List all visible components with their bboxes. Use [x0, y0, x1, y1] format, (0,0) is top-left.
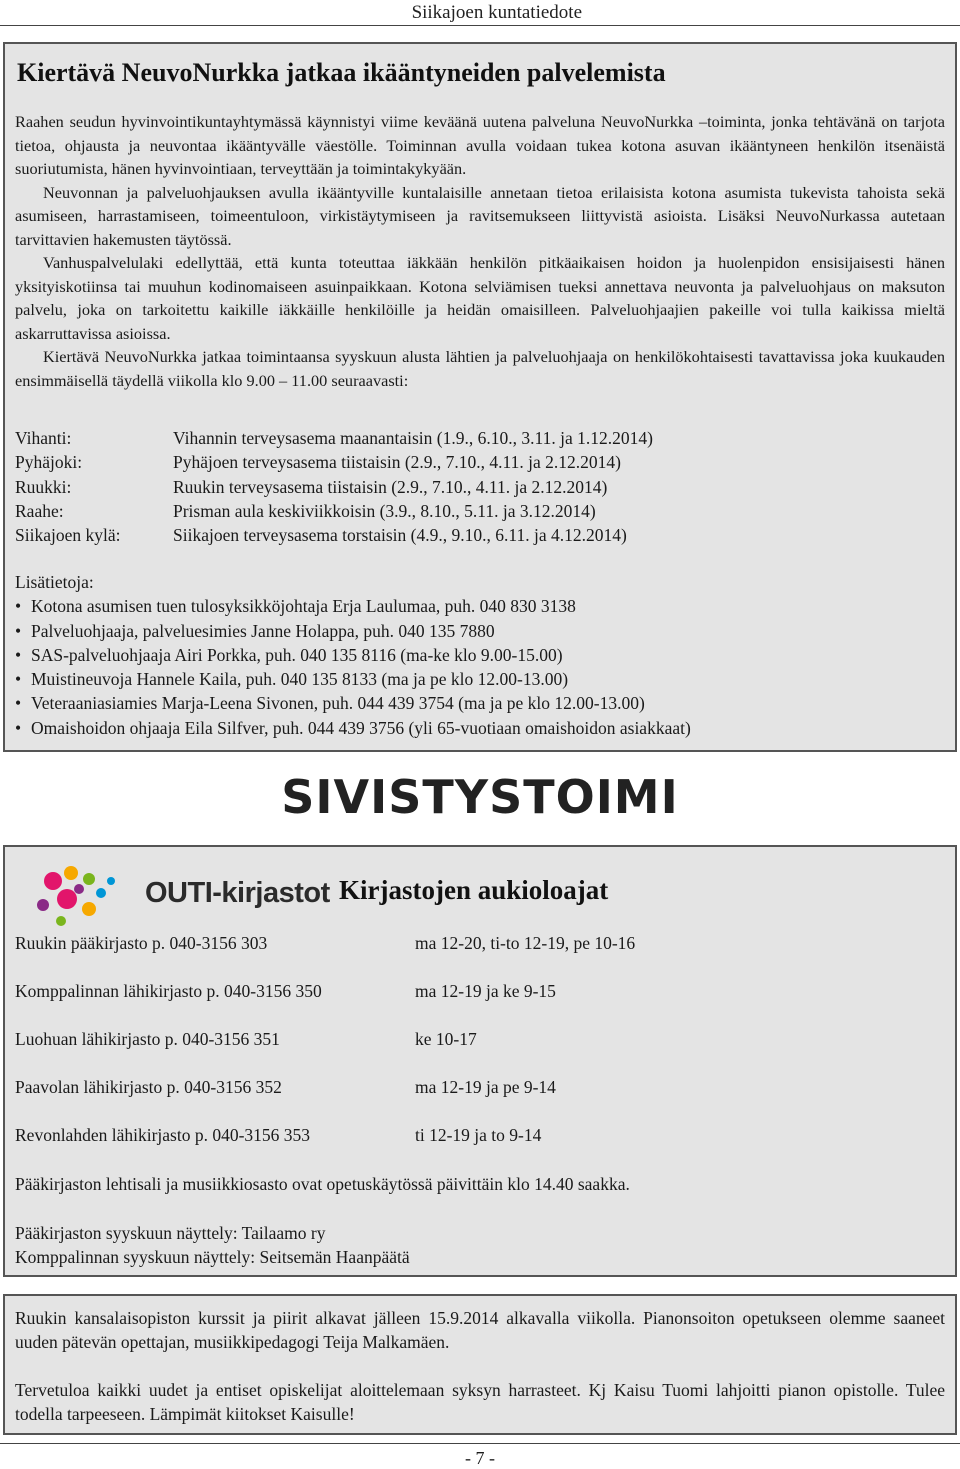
- location-place: Vihanti:: [15, 428, 72, 448]
- branch-name: Luohuan lähikirjasto p. 040-3156 351: [15, 1029, 280, 1049]
- location-row: [15, 450, 653, 474]
- bullet-icon: •: [15, 620, 22, 641]
- bullet-icon: •: [15, 644, 22, 665]
- exhibit-komppalinna: Komppalinnan syyskuun näyttely: Seitsemän Haanpäätä: [15, 1247, 410, 1267]
- location-row: [15, 523, 653, 547]
- publication-title: Siikajoen kuntatiedote: [411, 2, 582, 23]
- bullet-icon: •: [15, 717, 22, 738]
- contact-list: [15, 594, 691, 740]
- branch-name: Paavolan lähikirjasto p. 040-3156 352: [15, 1077, 282, 1097]
- location-place: Raahe:: [15, 500, 64, 521]
- contact-text: Veteraaniasiamies Marja-Leena Sivonen, puh. 044 439 3754 (ma ja pe klo 12.00-13.00): [31, 693, 645, 714]
- location-schedule: [15, 426, 653, 547]
- location-row: [15, 426, 653, 450]
- library-note: Pääkirjaston lehtisali ja musiikkiosasto ovat opetuskäytössä päivittäin klo 14.40 saakka.: [15, 1174, 630, 1194]
- location-row: [15, 499, 653, 523]
- neuvonurkka-heading: Kiertävä NeuvoNurkka jatkaa ikääntyneiden palvelemista: [17, 58, 666, 87]
- page-number: - 7 -: [465, 1448, 495, 1468]
- exhibit-main: Pääkirjaston syyskuun näyttely: Tailaamo ry: [15, 1223, 326, 1243]
- location-place: Pyhäjoki:: [15, 452, 83, 473]
- page-footer: [0, 1437, 960, 1468]
- kansalaisopisto-paragraph: Tervetuloa kaikki uudet ja entiset opiskelijat aloittelemaan syksyn harrasteet. Kj Kaisu Tuomi lahjoitti pianon opistolle. Tulee todella tarpeeseen. Lämpimät kiitokset Kaisulle!: [15, 1380, 945, 1425]
- branch-hours: ti 12-19 ja to 9-14: [415, 1125, 542, 1145]
- location-detail: Ruukin terveysasema tiistaisin (2.9., 7.10., 4.11. ja 2.12.2014): [173, 476, 608, 497]
- paragraph: Neuvonnan ja palveluohjauksen avulla ikääntyville kuntalaisille annetaan tietoa erilaisista kotona asumista tukevista tahoista sekä asumiseen, harrastamiseen, toimeentuloon, virkistäytymiseen ja ravitsemukseen liittyvistä asioista. Lisäksi NeuvoNurkassa autetaan tarvittavien hakemusten täytössä.: [15, 182, 945, 249]
- contact-text: SAS-palveluohjaaja Airi Porkka, puh. 040 135 8116 (ma-ke klo 9.00-15.00): [31, 644, 563, 665]
- list-item: [15, 619, 691, 643]
- branch-hours: ma 12-19 ja pe 9-14: [415, 1077, 556, 1097]
- outi-logo-icon: [31, 859, 141, 933]
- list-item: [15, 643, 691, 667]
- contact-text: Kotona asumisen tuen tulosyksikköjohtaja Erja Laulumaa, puh. 040 830 3138: [31, 596, 576, 617]
- library-box: [3, 845, 957, 1277]
- branch-hours: ke 10-17: [415, 1029, 477, 1049]
- location-row: [15, 475, 653, 499]
- branch-name: Komppalinnan lähikirjasto p. 040-3156 350: [15, 981, 322, 1001]
- bullet-icon: •: [15, 693, 22, 714]
- branch-name: Ruukin pääkirjasto p. 040-3156 303: [15, 933, 268, 953]
- header-rule: [0, 25, 960, 26]
- list-item: [15, 594, 691, 618]
- list-item: [15, 691, 691, 715]
- contact-info: [15, 570, 691, 740]
- footer-rule: [0, 1443, 960, 1444]
- library-title: Kirjastojen aukioloajat: [339, 875, 609, 905]
- list-item: [15, 667, 691, 691]
- paragraph: Raahen seudun hyvinvointikuntayhtymässä käynnistyi viime keväänä uutena palveluna NeuvoNurkka –toiminta, jonka tehtävänä on tarjota tietoa, ohjausta ja neuvontaa ikääntyvälle väestölle. Toiminnan avulla voidaan tukea kotona asuvan ikääntyneen henkilön itsenäistä suoriutumista, hänen hyvinvointiaan, terveyttään ja toimintakykyään.: [15, 112, 945, 178]
- bullet-icon: •: [15, 669, 22, 690]
- branch-hours: ma 12-20, ti-to 12-19, pe 10-16: [415, 933, 636, 953]
- kansalaisopisto-box: [3, 1294, 957, 1435]
- contact-text: Omaishoidon ohjaaja Eila Silfver, puh. 044 439 3756 (yli 65-vuotiaan omaishoidon asiakkaat): [31, 717, 691, 738]
- section-title: SIVISTYSTOIMI: [281, 770, 679, 824]
- location-detail: Vihannin terveysasema maanantaisin (1.9., 6.10., 3.11. ja 1.12.2014): [173, 428, 653, 448]
- paragraph: Vanhuspalvelulaki edellyttää, että kunta toteuttaa iäkkään henkilön pitkäaikaisen hoidon ja huolenpidon ensisijaisesti hänen yksityiskotiinsa tai muuhun kodinomaiseen asuinpaikkaan. Kotona selviämisen tueksi annettava neuvonta ja palveluohjaus on maksuton palvelu, joka on tarkoitettu kaikille iäkkäille henkilöille ja heidän omaisilleen. Palveluohjaajien pakeille voi tulla kaikissa mieltä askarruttavissa asioissa.: [15, 253, 945, 343]
- location-detail: Siikajoen terveysasema torstaisin (4.9., 9.10., 6.11. ja 4.12.2014): [173, 525, 627, 546]
- outi-logo-text: OUTI-kirjastot: [145, 877, 330, 909]
- contact-info-title: Lisätietoja:: [15, 572, 94, 592]
- location-place: Siikajoen kylä:: [15, 525, 121, 546]
- contact-text: Palveluohjaaja, palveluesimies Janne Holappa, puh. 040 135 7880: [31, 620, 495, 641]
- page-header: [0, 0, 960, 26]
- kansalaisopisto-paragraph: Ruukin kansalaisopiston kurssit ja piirit alkavat jälleen 15.9.2014 alkavalla viikolla. Pianonsoiton opetukseen olemme saaneet uuden pätevän opettajan, musiikkipedagogi Teija Malkamäen.: [15, 1308, 945, 1353]
- bullet-icon: •: [15, 596, 22, 617]
- contact-text: Muistineuvoja Hannele Kaila, puh. 040 135 8133 (ma ja pe klo 12.00-13.00): [31, 669, 569, 690]
- list-item: [15, 716, 691, 740]
- location-detail: Pyhäjoen terveysasema tiistaisin (2.9., 7.10., 4.11. ja 2.12.2014): [173, 452, 621, 473]
- neuvonurkka-box: [3, 42, 957, 752]
- outi-logo: [31, 859, 331, 933]
- location-detail: Prisman aula keskiviikkoisin (3.9., 8.10., 5.11. ja 3.12.2014): [173, 500, 596, 521]
- branch-hours: ma 12-19 ja ke 9-15: [415, 981, 556, 1001]
- neuvonurkka-body: [15, 110, 945, 392]
- location-place: Ruukki:: [15, 476, 72, 497]
- branch-name: Revonlahden lähikirjasto p. 040-3156 353: [15, 1125, 311, 1145]
- paragraph: Kiertävä NeuvoNurkka jatkaa toimintaansa syyskuun alusta lähtien ja palveluohjaaja on henkilökohtaisesti tavattavissa joka kuukauden ensimmäisellä täydellä viikolla klo 9.00 – 11.00 seuraavasti:: [15, 347, 945, 390]
